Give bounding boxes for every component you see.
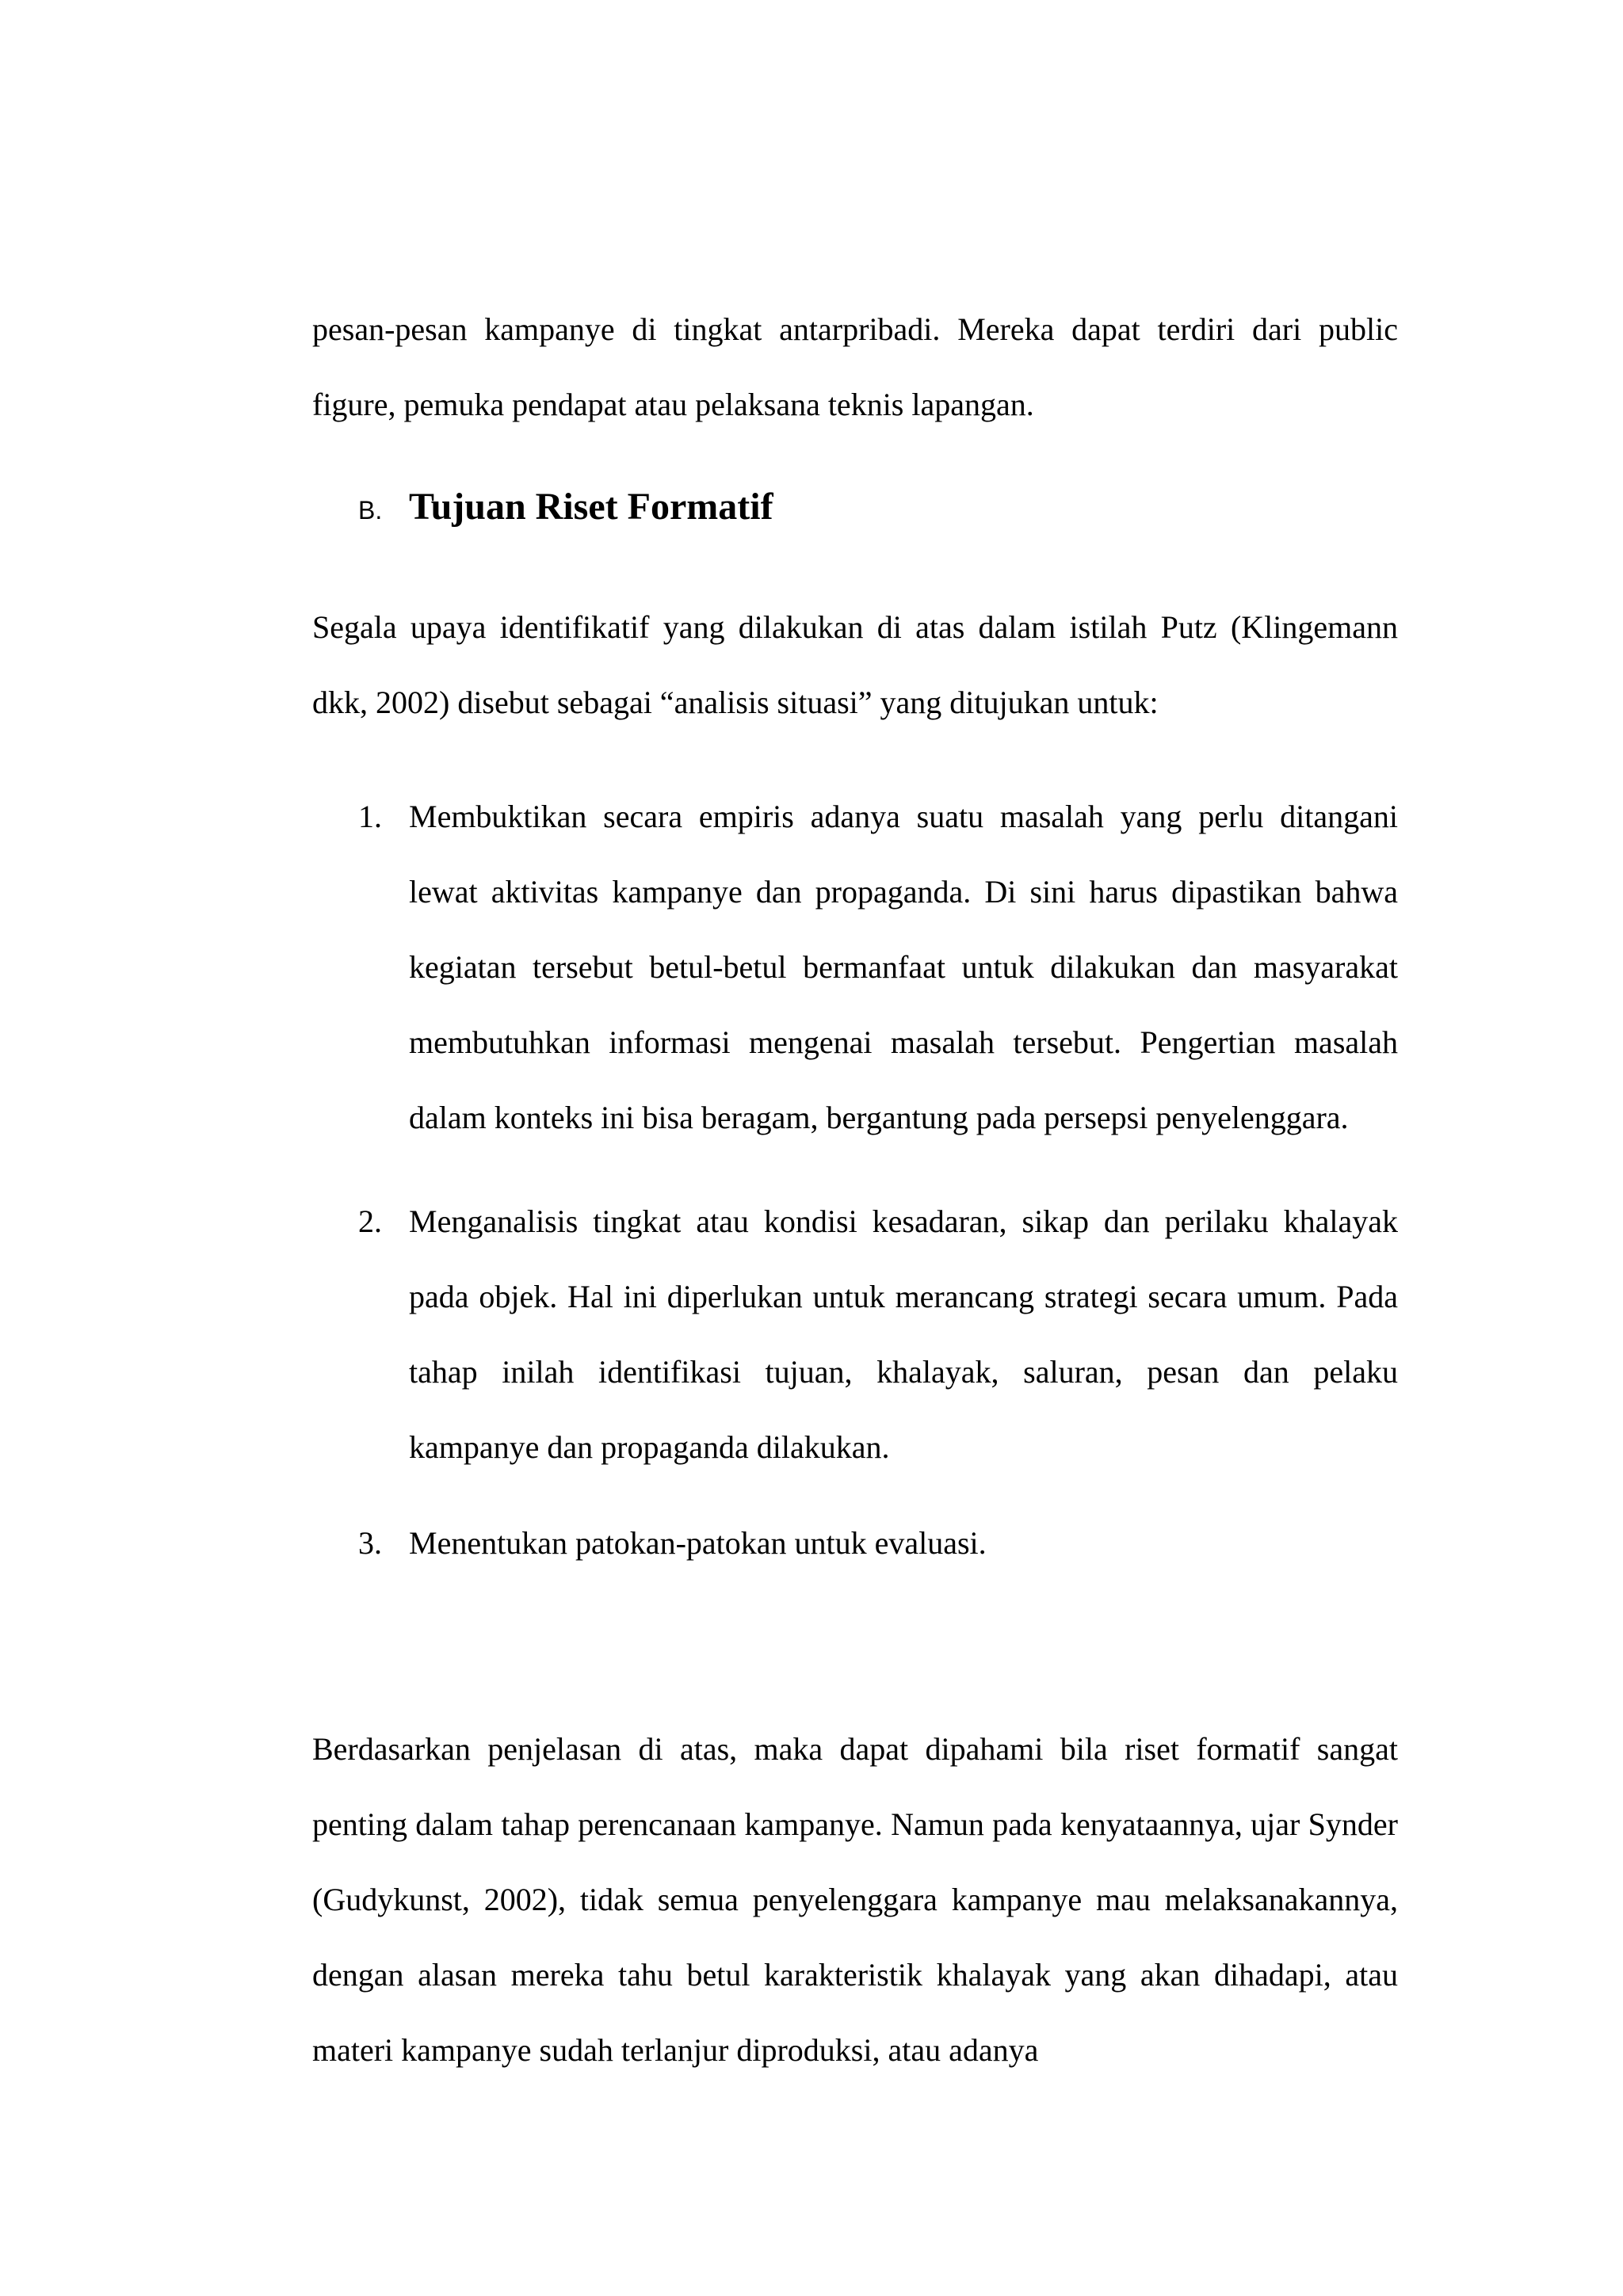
list-item-number: 2. [358, 1203, 382, 1239]
list-item-number: 1. [358, 799, 382, 834]
section-heading [358, 485, 773, 540]
section-marker: B. [358, 496, 383, 524]
paragraph-conclusion: Berdasarkan penjelasan di atas, maka dapat dipahami bila riset formatif sangat penting dalam tahap perencanaan kampanye. Namun pada kenyataannya, ujar Synder (Gudykunst, 2002), tidak semua penyelenggara kampanye mau melaksanakannya, dengan alasan mereka tahu betul karakteristik khalayak yang akan dihadapi, atau materi kampanye sudah terlanjur diproduksi, atau adanya [312, 1731, 1398, 2068]
list-item-text: Menganalisis tingkat atau kondisi kesadaran, sikap dan perilaku khalayak pada objek. Hal ini diperlukan untuk merancang strategi secara umum. Pada tahap inilah identifikasi tujuan, khalayak, saluran, pesan dan pelaku kampanye dan propaganda dilakukan. [409, 1203, 1398, 1465]
paragraph-intro: Segala upaya identifikatif yang dilakukan di atas dalam istilah Putz (Klingemann dkk, 2002) disebut sebagai “analisis situasi” yang ditujukan untuk: [312, 609, 1398, 720]
list-item-text: Menentukan patokan-patokan untuk evaluasi. [409, 1525, 987, 1561]
paragraph-continuation: pesan-pesan kampanye di tingkat antarpribadi. Mereka dapat terdiri dari public figure, pemuka pendapat atau pelaksana teknis lapangan. [312, 311, 1398, 422]
section-title: Tujuan Riset Formatif [409, 486, 773, 528]
list-item-text: Membuktikan secara empiris adanya suatu masalah yang perlu ditangani lewat aktivitas kampanye dan propaganda. Di sini harus dipastikan bahwa kegiatan tersebut betul-betul bermanfaat untuk dilakukan dan masyarakat membutuhkan informasi mengenai masalah tersebut. Pengertian masalah dalam konteks ini bisa beragam, bergantung pada persepsi penyelenggara. [409, 799, 1398, 1135]
list-item-number: 3. [358, 1525, 382, 1561]
